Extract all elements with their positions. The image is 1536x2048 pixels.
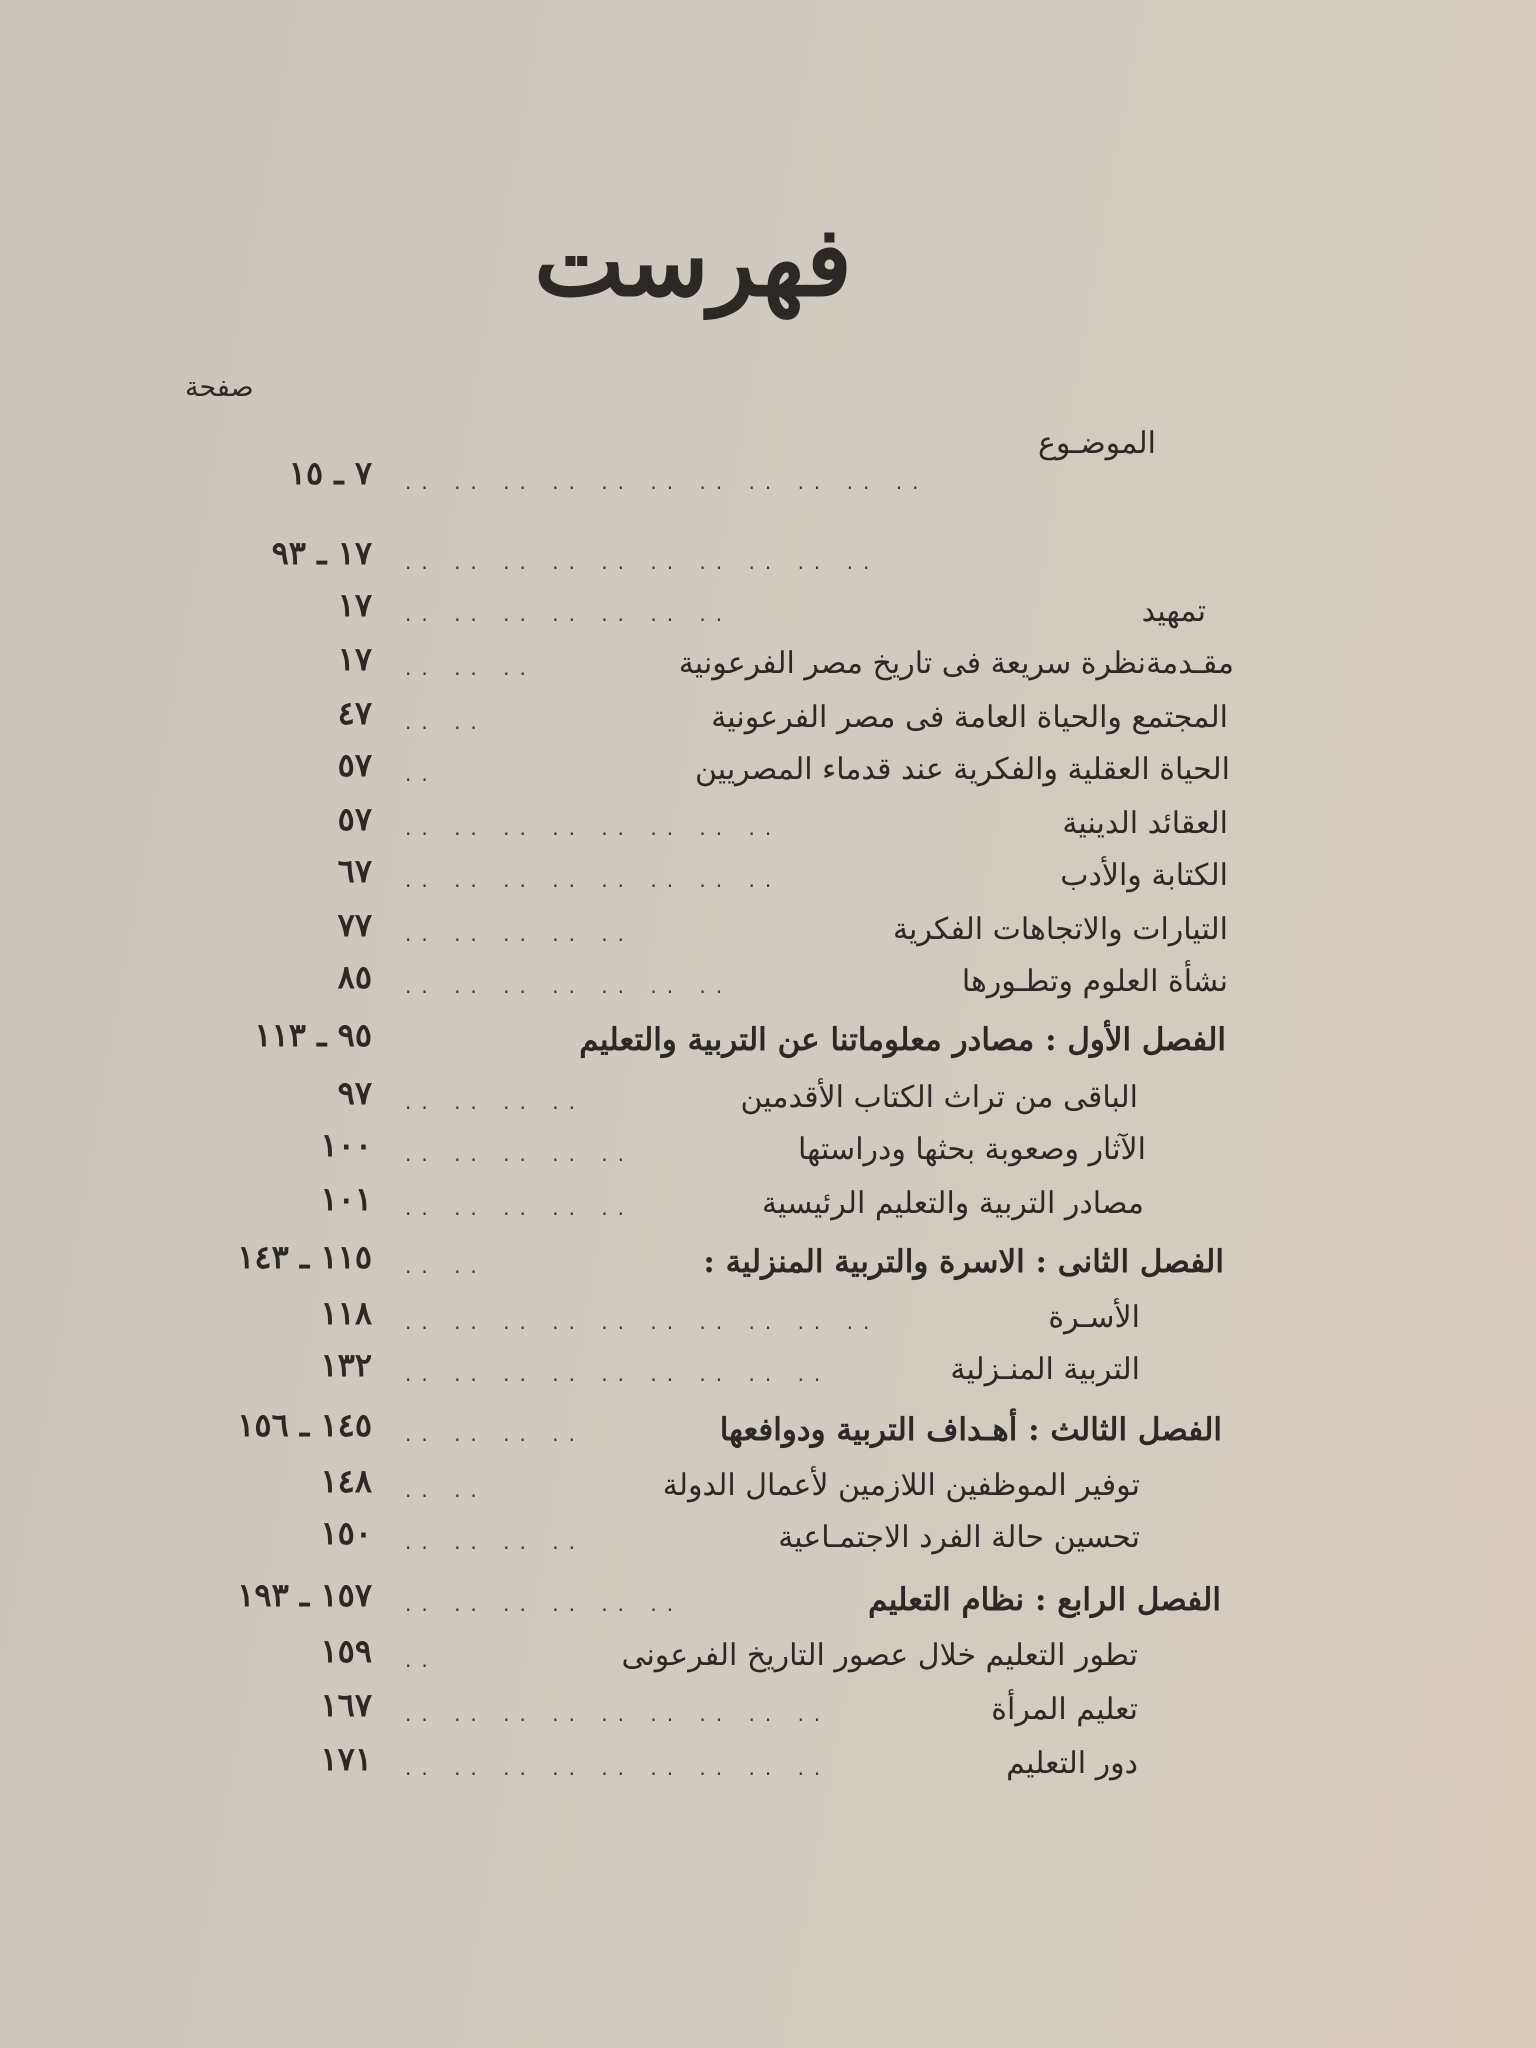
topic-title: الباقى من تراث الكتاب الأقدمين — [740, 1080, 1138, 1115]
topic-title: التربية المنـزلية — [950, 1352, 1140, 1387]
chapter-title: الفصل الثالث : أهـداف التربية ودوافعها — [719, 1412, 1222, 1448]
leader-dots: .. .. .. .. .. .. .. .. — [405, 868, 782, 892]
toc-row — [0, 852, 1536, 912]
topic-column-header: الموضـوع — [1038, 426, 1156, 461]
topic-title: المجتمع والحياة العامة فى مصر الفرعونية — [711, 700, 1228, 735]
chapter-title: الفصل الأول : مصادر معلوماتنا عن التربية والتعليم — [579, 1022, 1226, 1058]
page-number: ٩٥ ـ ١١٣ — [254, 1016, 372, 1054]
leader-dots: .. .. — [405, 1254, 487, 1278]
topic-title: الكتابة والأدب — [1060, 858, 1228, 893]
toc-row — [0, 694, 1536, 754]
leader-dots: .. — [405, 762, 438, 786]
page-number: ١١٥ ـ ١٤٣ — [237, 1238, 372, 1276]
chapter-title: الفصل الرابع : نظام التعليم — [868, 1582, 1221, 1618]
toc-row — [0, 746, 1536, 806]
page-number: ١٤٨ — [320, 1462, 372, 1500]
page-number: ١٠١ — [320, 1180, 372, 1218]
page-number: ١٥٧ ـ ١٩٣ — [237, 1576, 372, 1614]
leader-dots: .. .. — [405, 710, 487, 734]
page-number: ٥٧ — [337, 746, 372, 784]
toc-row — [0, 1740, 1536, 1800]
toc-row — [0, 1294, 1536, 1354]
leader-dots: .. .. .. .. .. .. — [405, 1592, 684, 1616]
leader-dots: .. .. .. .. .. — [405, 922, 635, 946]
leader-dots: .. .. .. .. .. .. .. .. .. — [405, 1362, 831, 1386]
toc-row — [0, 800, 1536, 860]
page-number: ٩٧ — [337, 1074, 372, 1112]
toc-chapter-row — [0, 1016, 1536, 1076]
leader-dots: .. .. .. .. — [405, 1530, 585, 1554]
toc-row — [0, 958, 1536, 1018]
toc-row — [0, 534, 1536, 629]
leader-dots: .. .. .. .. .. — [405, 1142, 635, 1166]
page-number: ٧٧ — [337, 906, 372, 944]
page-number: ١٠٠ — [320, 1126, 372, 1164]
topic-title: توفير الموظفين اللازمين لأعمال الدولة — [662, 1468, 1140, 1503]
chapter-title: الفصل الثانى : الاسرة والتربية المنزلية : — [703, 1244, 1224, 1280]
toc-row — [0, 1462, 1536, 1522]
toc-row — [0, 640, 1536, 700]
leader-dots: .. .. .. .. .. .. .. — [405, 974, 733, 998]
leader-dots: .. .. .. .. .. .. .. .. .. — [405, 1702, 831, 1726]
page-number: ٥٧ — [337, 800, 372, 838]
topic-title: تمهيد — [1141, 594, 1206, 629]
toc-row — [0, 454, 1536, 514]
leader-dots: .. .. .. .. — [405, 1422, 585, 1446]
page-number: ١٦٧ — [320, 1686, 372, 1724]
toc-chapter-row — [0, 1576, 1536, 1636]
page-number: ٤٧ — [337, 694, 372, 732]
topic-title: نشأة العلوم وتطـورها — [961, 964, 1228, 999]
toc-chapter-row — [0, 1406, 1536, 1466]
toc-row — [0, 1514, 1536, 1574]
topic-title: تحسين حالة الفرد الاجتمـاعية — [778, 1520, 1140, 1555]
toc-row — [0, 1126, 1536, 1186]
page-number: ١٧ — [337, 586, 372, 624]
leader-dots: .. .. .. .. .. .. .. — [405, 602, 733, 626]
toc-row — [0, 1632, 1536, 1692]
page-number: ١٣٢ — [320, 1346, 372, 1384]
topic-title: نظرة سريعة فى تاريخ مصر الفرعونية — [678, 646, 1146, 681]
toc-chapter-row — [0, 1238, 1536, 1298]
leader-dots: .. .. .. .. — [405, 1090, 585, 1114]
topic-title: مقـدمة — [1146, 646, 1234, 681]
page-number: ١٧١ — [320, 1740, 372, 1778]
leader-dots: .. .. .. — [405, 656, 536, 680]
topic-title: تطور التعليم خلال عصور التاريخ الفرعونى — [621, 1638, 1138, 1673]
topic-title: الحياة العقلية والفكرية عند قدماء المصريين — [694, 752, 1230, 787]
page-title: فهرست — [534, 205, 852, 318]
toc-row — [0, 1686, 1536, 1746]
page-number: ١٥٠ — [320, 1514, 372, 1552]
leader-dots: .. .. .. .. .. .. .. .. .. .. .. — [405, 470, 929, 494]
page-number: ١٧ — [337, 640, 372, 678]
leader-dots: .. — [405, 1648, 438, 1672]
toc-row — [0, 1074, 1536, 1134]
leader-dots: .. .. .. .. .. .. .. .. — [405, 816, 782, 840]
page-column-header: صفحة — [185, 372, 254, 403]
page-number: ١١٨ — [320, 1294, 372, 1332]
topic-title: تعليم المرأة — [991, 1692, 1138, 1727]
leader-dots: .. .. .. .. .. .. .. .. .. .. — [405, 1310, 880, 1334]
page-number: ١٧ ـ ٩٣ — [271, 534, 372, 572]
page-number: ٧ ـ ١٥ — [288, 454, 372, 492]
toc-row — [0, 1346, 1536, 1406]
leader-dots: .. .. .. .. .. — [405, 1196, 635, 1220]
toc-row — [0, 906, 1536, 966]
leader-dots: .. .. .. .. .. .. .. .. .. — [405, 1756, 831, 1780]
topic-title: مصادر التربية والتعليم الرئيسية — [761, 1186, 1144, 1221]
topic-title: دور التعليم — [1006, 1746, 1138, 1781]
topic-title: التيارات والاتجاهات الفكرية — [892, 912, 1228, 947]
page-number: ٨٥ — [337, 958, 372, 996]
toc-row — [0, 1180, 1536, 1240]
page-number: ١٥٩ — [320, 1632, 372, 1670]
topic-title: العقائد الدينية — [1062, 806, 1228, 841]
leader-dots: .. .. .. .. .. .. .. .. .. .. — [405, 550, 880, 574]
page-number: ١٤٥ ـ ١٥٦ — [237, 1406, 372, 1444]
page-number: ٦٧ — [337, 852, 372, 890]
topic-title: الآثار وصعوبة بحثها ودراستها — [798, 1132, 1146, 1167]
topic-title: الأسـرة — [1048, 1300, 1140, 1335]
leader-dots: .. .. — [405, 1478, 487, 1502]
